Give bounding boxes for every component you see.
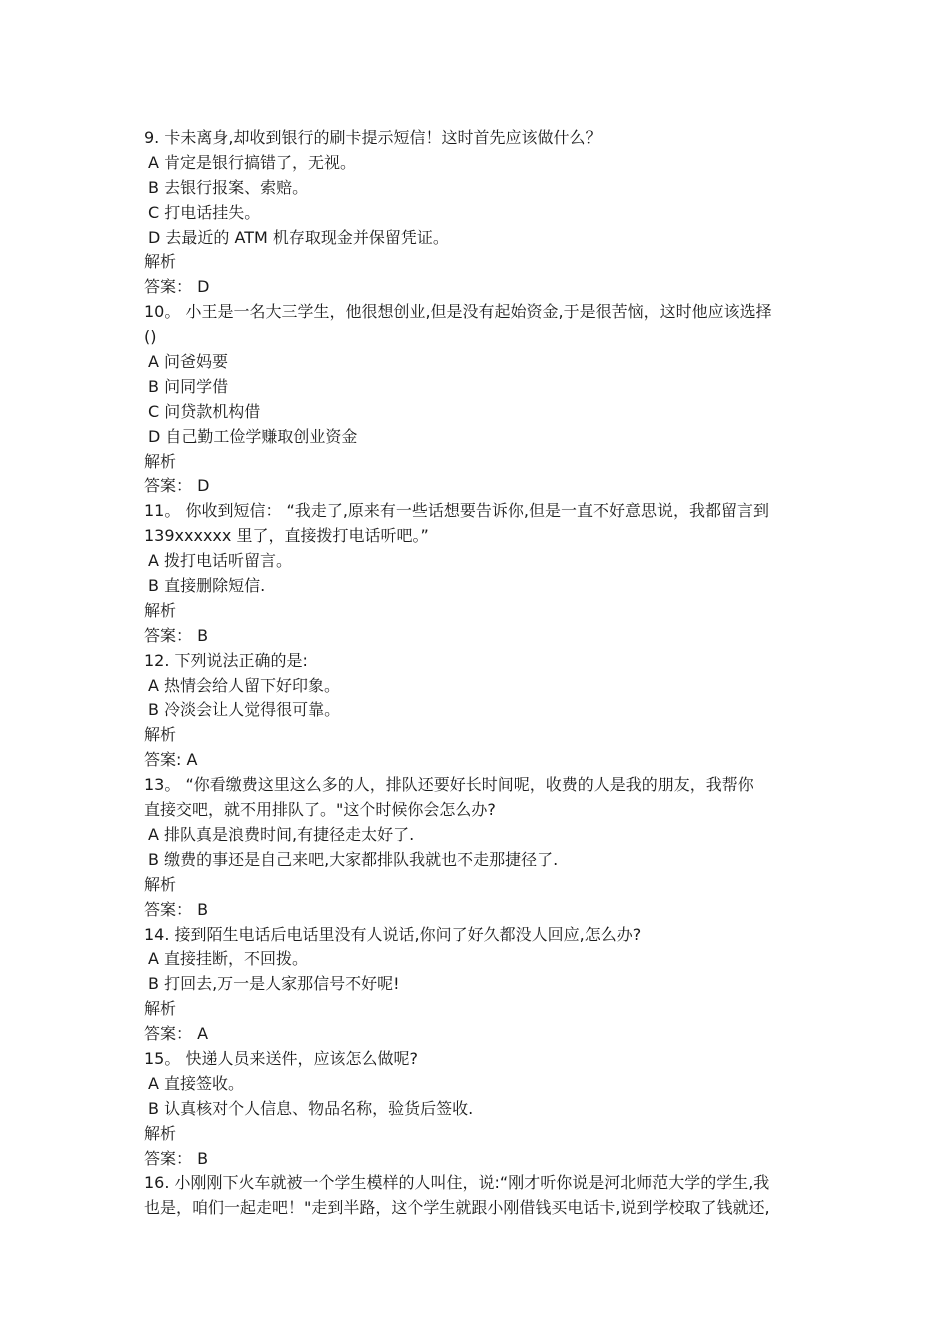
question-13-option-b: B 缴费的事还是自己来吧,大家都排队我就也不走那捷径了. xyxy=(148,849,559,869)
question-10-option-a: A 问爸妈要 xyxy=(148,352,229,372)
question-10-stem-line1: 10。 小王是一名大三学生，他很想创业,但是没有起始资金,于是很苦恼，这时他应该选择 xyxy=(144,302,772,322)
question-12-stem: 12. 下列说法正确的是: xyxy=(144,650,308,670)
question-9-stem: 9. 卡未离身,却收到银行的刷卡提示短信！这时首先应该做什么？ xyxy=(144,128,602,147)
question-13-analysis-label: 解析 xyxy=(144,874,177,894)
question-14-stem: 14. 接到陌生电话后电话里没有人说话,你问了好久都没人回应,怎么办? xyxy=(144,924,642,944)
question-10-option-c: C 问贷款机构借 xyxy=(148,401,261,421)
question-9-option-a: A 肯定是银行搞错了，无视。 xyxy=(148,152,357,172)
question-12-answer: 答案: A xyxy=(144,750,198,770)
question-13-stem-line2: 直接交吧，就不用排队了。"这个时候你会怎么办? xyxy=(144,800,496,820)
question-16-stem-line1: 16. 小刚刚下火车就被一个学生模样的人叫住，说:“刚才听你说是河北师范大学的学生,我 xyxy=(144,1173,770,1193)
question-12-option-b: B 冷淡会让人觉得很可靠。 xyxy=(148,700,341,720)
question-15-analysis-label: 解析 xyxy=(144,1123,177,1143)
question-11-stem-line2: 139xxxxxx 里了，直接拨打电话听吧。” xyxy=(144,526,429,546)
question-13-option-a: A 排队真是浪费时间,有捷径走太好了. xyxy=(148,824,415,844)
question-10-stem-line2: () xyxy=(144,327,157,347)
question-11-answer: 答案： B xyxy=(144,625,209,645)
question-15-answer: 答案： B xyxy=(144,1148,209,1168)
question-9-answer: 答案： D xyxy=(144,277,210,297)
question-9-analysis-label: 解析 xyxy=(144,252,177,272)
question-10-analysis-label: 解析 xyxy=(144,451,177,471)
question-12-option-a: A 热情会给人留下好印象。 xyxy=(148,675,341,695)
question-12-analysis-label: 解析 xyxy=(144,725,177,745)
question-11-analysis-label: 解析 xyxy=(144,600,177,620)
question-16-stem-line2: 也是，咱们一起走吧！"走到半路，这个学生就跟小刚借钱买电话卡,说到学校取了钱就还, xyxy=(144,1198,770,1218)
question-14-option-b: B 打回去,万一是人家那信号不好呢! xyxy=(148,974,400,994)
question-9-option-b: B 去银行报案、索赔。 xyxy=(148,177,309,197)
question-9-option-d: D 去最近的 ATM 机存取现金并保留凭证。 xyxy=(148,227,449,247)
question-14-analysis-label: 解析 xyxy=(144,999,177,1019)
question-15-option-a: A 直接签收。 xyxy=(148,1073,245,1093)
question-9-option-c: C 打电话挂失。 xyxy=(148,202,261,222)
question-14-answer: 答案： A xyxy=(144,1024,209,1044)
question-15-stem: 15。 快递人员来送件，应该怎么做呢? xyxy=(144,1048,418,1068)
question-15-option-b: B 认真核对个人信息、物品名称，验货后签收. xyxy=(148,1098,474,1118)
question-10-option-d: D 自己勤工俭学赚取创业资金 xyxy=(148,426,358,446)
question-10-answer: 答案： D xyxy=(144,476,210,496)
question-11-option-b: B 直接删除短信. xyxy=(148,576,266,596)
question-10-option-b: B 问同学借 xyxy=(148,376,229,396)
question-13-stem-line1: 13。 “你看缴费这里这么多的人，排队还要好长时间呢，收费的人是我的朋友，我帮你 xyxy=(144,775,754,795)
question-11-stem-line1: 11。 你收到短信： “我走了,原来有一些话想要告诉你,但是一直不好意思说，我都留言到 xyxy=(144,501,769,521)
question-13-answer: 答案： B xyxy=(144,899,209,919)
document-page xyxy=(144,126,808,1221)
question-14-option-a: A 直接挂断，不回拨。 xyxy=(148,949,309,969)
question-11-option-a: A 拨打电话听留言。 xyxy=(148,551,293,571)
